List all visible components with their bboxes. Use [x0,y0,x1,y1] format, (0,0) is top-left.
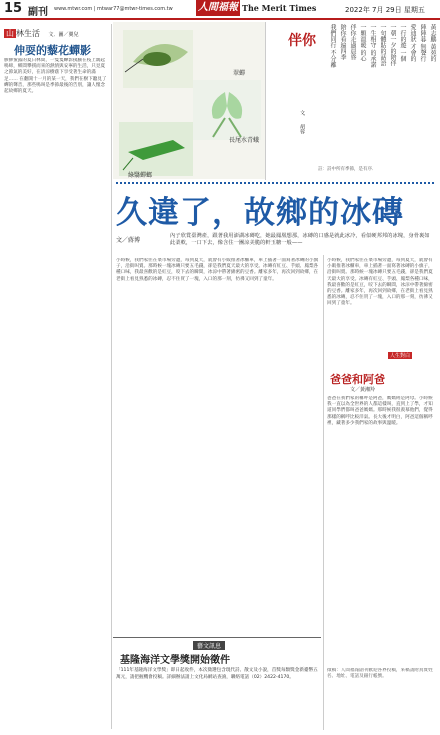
editor-note: 徵稿：人間福報副刊歡迎各界投稿，來稿請附真實姓名、地址、電話及銀行帳號。 [327,668,433,680]
left-section-tag [4,28,79,39]
poem-line: 一顆溫暖 的心 [359,24,366,62]
caption-moth: 長尾水青蛾 [229,137,260,144]
notice-body: 「111年基隆海洋文學獎」即日起收件，本次徵選包含現代詩、散文及小說，首獎每類獎金新臺幣五萬元，請把握機會投稿。詳細辦法請上文化局網站查詢，聯絡電話（02）2422-4170。 [116,668,318,680]
notice-title: 基隆海洋文學獎開始徵件 [120,655,230,666]
left-article-body: 膠膠蜜露的夏日林間，一隻隻蟬影撲騰在枝上鵲起鳴啼，鄉間攀援而來的熱情與安寧的生活，只見夏之節氣的美好，在清涼樹蔭下享受著生命的滿足…… 在翻開十一月的某一天，我們在樹下聽見了蟬的聲音，那些鳴叫是季節最後的告別，讓人懷念起故鄉的夏天。 [4,58,107,95]
right-article-title: 爸爸和阿爸 [330,373,385,386]
poem-line: 一生相守 的承諾 [369,24,376,68]
main-article-lead: 內子欣賞臺灣產，跟著我用澎湖冰磚吃，她最鳳凰想那，冰磚的口感是就此冰冷，看似硬邦邦的冰塊，身骨裏如此柔軟，一口下去，像含住一團涼美脆的軒玉糖一般—— [170,233,430,246]
section-tag-label: 林生活 [16,29,40,38]
section-tag: 山 [6,29,14,38]
poem-author-label: 文． [299,110,305,120]
poem-lines [316,24,436,174]
poem-author: 胡蓉 [299,124,305,134]
right-upper-text: 小時候，我們家住在菜市場旁邊，每到夏天，就會有小販推著冰櫃車，車上插著一面寫著冰磚的小旗子，沿街叫賣。那時候一塊冰磚只要五毛錢，卻是我們夏天最大的享受。冰磚有紅豆、芋頭、鳳梨各種口味，我最喜歡的是紅豆，咬下去的瞬間，冰涼中帶著綿密的豆香。離家多年，再次回到故鄉，在老街上看見熟悉的冰磚，忍不住買了一塊，入口的那一刻，彷彿又回到了童年。 [327,258,433,307]
title-rule [116,182,436,184]
main-article-title: 久違了，故鄉的冰磚 [116,195,404,231]
poem-divider [265,22,266,180]
cicada-photo [123,30,193,88]
poem-line: 伴你走過晨昏 [349,24,356,60]
poem-title: 伴你 [288,33,316,49]
page-number: 15 [4,1,23,16]
poem-line: 我們同行 不分離 [329,24,336,68]
newspaper-logo-en: The Merit Times [242,3,317,13]
main-article-body: 小時候，我們家住在菜市場旁邊，每到夏天，就會有小販推著冰櫃車，車上插著一面寫著冰磚的小旗子，沿街叫賣。那時候一塊冰磚只要五毛錢，卻是我們夏天最大的享受。冰磚有紅豆、芋頭、鳳梨各種口味，我最喜歡的是紅豆，咬下去的瞬間，冰涼中帶著綿密的豆香。離家多年，再次回到故鄉，在老街上看見熟悉的冰磚，忍不住買了一塊，入口的那一刻，彷彿又回到了童年。 [116,258,319,282]
newspaper-logo: 人間福報 [196,0,240,16]
column-divider [111,24,112,729]
poem-line: 一句體貼的話語 [379,24,386,66]
poem-line: 陣陣暮 無聲行 [419,24,426,62]
notice-tag: 藝文訊息 [193,641,225,650]
section-label: 副刊 [28,7,48,18]
right-article-body: 爸爸在我們家的稱呼是阿爸，媽媽則是阿母。小時候我一直以為全世界的人都這樣叫，直到上了學，才知道同學們都叫爸爸媽媽。那時候我很羨慕他們，覺得那樣的稱呼比較洋氣。長大後才明白，阿爸這個稱呼裡，藏著多少我們家的故事與溫暖。 [327,396,433,426]
insect-photos [113,22,266,179]
header-meta: www.mtwr.com | mtwar77@mtwr-times.com.tw [54,6,173,12]
issue-date: 2022年 7月 29日 星期五 [345,6,425,14]
main-article-byline: 文／蔣博 [116,237,141,244]
left-article-title: 伸耍的藜花蟬影 [14,44,91,57]
poem-line: 黃志鵬 黃苑的 [429,24,436,62]
right-article-author: 文／黃湘羚 [350,387,376,393]
column-divider-right [323,255,324,730]
poem-line: 愛迪狀 才會的 [409,24,416,62]
right-section-tag: 人生對白 [390,353,411,359]
moth-photo [193,80,261,140]
poem-line: 陪你看遍四季 [339,24,346,60]
caption-mantis: 綠翳蟬螂 [128,172,153,179]
poem-note: 註：詩中所有季節，是有序． [318,167,377,172]
caption-cicada: 翠蟬 [233,70,246,77]
columnist: 文．圖／翼兒 [48,32,79,38]
poem-line: 一朝一夕的陪伴 [389,24,396,66]
poem-line: 一行的遊 一個 [399,24,406,62]
mantis-photo [119,122,193,176]
